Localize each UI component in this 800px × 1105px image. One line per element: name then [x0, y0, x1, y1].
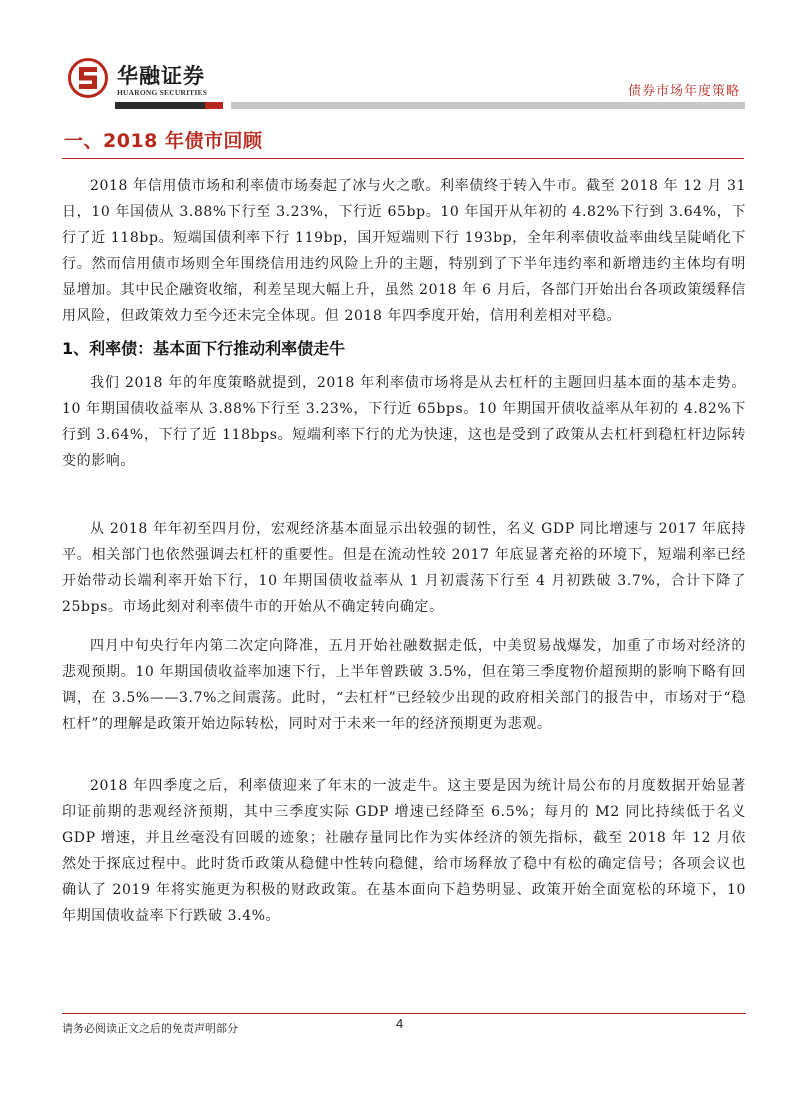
page-header	[0, 0, 800, 115]
footer-rule	[62, 1013, 746, 1014]
footer-disclaimer: 请务必阅读正文之后的免责声明部分	[62, 1022, 238, 1035]
header-rule-accent	[205, 102, 223, 109]
body-paragraph-2: 从 2018 年年初至四月份，宏观经济基本面显示出较强的韧性，名义 GDP 同比增速与 2017 年底持平。相关部门也依然强调去杠杆的重要性。但是在流动性较 2017 年底显著充裕的环境下，短端利率已经开始带动长端利率开始下行，10 年期国债收益率从 1 月初震荡下行至 4 月初跌破 3.7%，合计下降了 25bps。市场此刻对利率债牛市的开始从不确定转向确定。	[62, 521, 746, 616]
subsection-title: 1、利率债：基本面下行推动利率债走牛	[62, 339, 346, 358]
brand-name-cn: 华融证券	[117, 64, 205, 88]
page-number: 4	[396, 1016, 404, 1031]
body-paragraph-3: 四月中旬央行年内第二次定向降准，五月开始社融数据走低，中美贸易战爆发，加重了市场对经济的悲观预期。10 年期国债收益率加速下行，上半年曾跌破 3.5%，但在第三季度物价超预期的影响下略有回调，在 3.5%——3.7%之间震荡。此时，“去杠杆”已经较少出现的政府相关部门的报告中，市场对于“稳杠杆”的理解是政策开始边际转松，同时对于未来一年的经济预期更为悲观。	[62, 638, 746, 733]
brand-name-en: HUARONG SECURITIES	[117, 88, 208, 97]
body-paragraph-4: 2018 年四季度之后，利率债迎来了年末的一波走牛。这主要是因为统计局公布的月度数据开始显著印证前期的悲观经济预期，其中三季度实际 GDP 增速已经降至 6.5%；每月的 M2 同比持续低于名义 GDP 增速，并且丝毫没有回暖的迹象；社融存量同比作为实体经济的领先指标，截至 2018 年 12 月依然处于探底过程中。此时货币政策从稳健中性转向稳健，给市场释放了稳中有松的确定信号；各项会议也确认了 2019 年将实施更为积极的财政政策。在基本面向下趋势明显、政策开始全面宽松的环境下，10 年期国债收益率下行跌破 3.4%。	[62, 778, 746, 925]
header-rule-gray	[231, 102, 745, 109]
section-title: 一、2018 年债市回顾	[64, 130, 263, 152]
section-title-underline	[62, 158, 744, 159]
document-type: 债券市场年度策略	[627, 84, 740, 99]
section-intro-paragraph: 2018 年信用债市场和利率债市场奏起了冰与火之歌。利率债终于转入牛市。截至 2018 年 12 月 31 日，10 年国债从 3.88%下行至 3.23%，下行近 65bp。10 年国开从年初的 4.82%下行到 3.64%，下行了近 118bp。短端国债利率下行 119bp，国开短端则下行 193bp，全年利率债收益率曲线呈陡峭化下行。然而信用债市场则全年围绕信用违约风险上升的主题，特别到了下半年违约率和新增违约主体均有明显增加。其中民企融资收缩，利差呈现大幅上升，虽然 2018 年 6 月后，各部门开始出台各项政策缓释信用风险，但政策效力至今还未完全体现。但 2018 年四季度开始，信用利差相对平稳。	[62, 178, 746, 325]
header-rule-dark	[115, 102, 205, 109]
body-paragraph-1: 我们 2018 年的年度策略就提到，2018 年利率债市场将是从去杠杆的主题回归基本面的基本走势。10 年期国债收益率从 3.88%下行至 3.23%，下行近 65bps。10 年期国开债收益率从年初的 4.82%下行到 3.64%，下行了近 118bps。短端利率下行的尤为快速，这也是受到了政策从去杠杆到稳杠杆边际转变的影响。	[62, 375, 746, 470]
huarong-logo-icon	[68, 58, 108, 98]
